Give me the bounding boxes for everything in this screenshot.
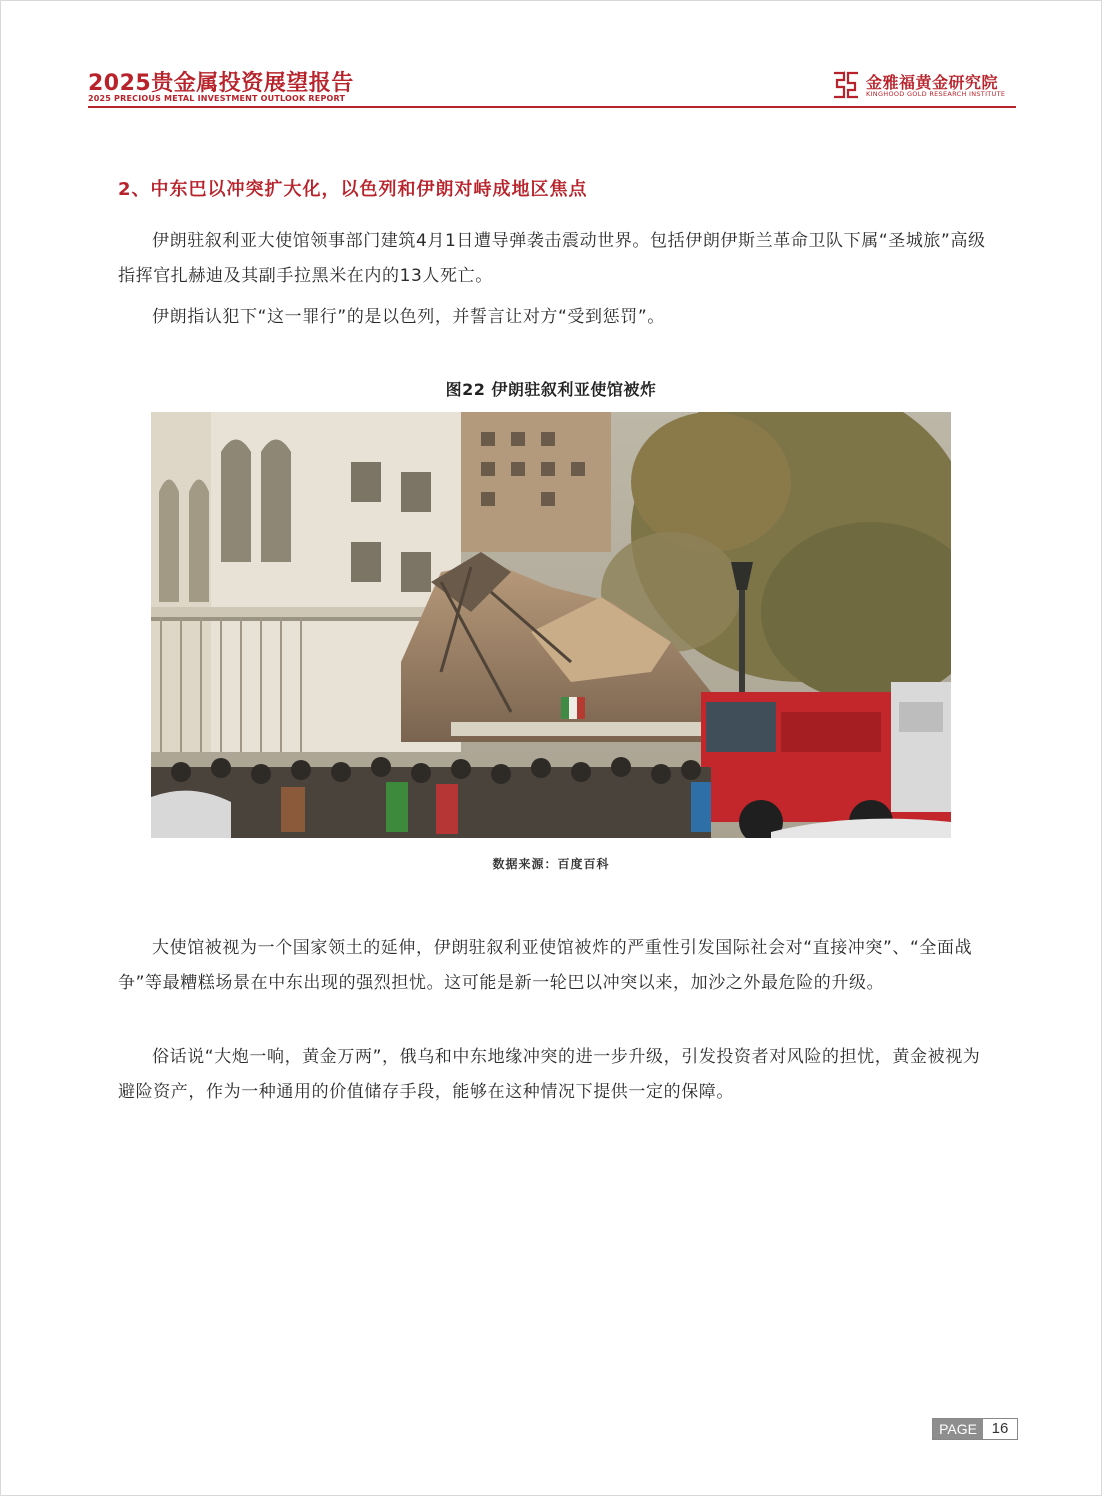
paragraph-2: 伊朗指认犯下“这一罪行”的是以色列，并誓言让对方“受到惩罚”。: [152, 307, 665, 327]
page-label: PAGE: [933, 1419, 983, 1439]
figure-source: 数据来源：百度百科: [492, 857, 610, 871]
paragraph-4: 俗话说“大炮一响，黄金万两”，俄乌和中东地缘冲突的进一步升级，引发投资者对风险的担忧，黄金被视为避险资产，作为一种通用的价值储存手段，能够在这种情况下提供一定的保障。: [118, 1047, 981, 1102]
report-title: 2025贵金属投资展望报告: [88, 71, 354, 96]
paragraph-1: 伊朗驻叙利亚大使馆领事部门建筑4月1日遭导弹袭击震动世界。包括伊朗伊斯兰革命卫队下属“圣城旅”高级指挥官扎赫迪及其副手拉黑米在内的13人死亡。: [118, 231, 986, 286]
report-subtitle: 2025 PRECIOUS METAL INVESTMENT OUTLOOK REPORT: [88, 94, 346, 103]
page-number: 16: [983, 1419, 1017, 1439]
institute-name: 金雅福黄金研究院: [866, 73, 999, 92]
header-divider: [88, 106, 1016, 108]
section-heading: 2、中东巴以冲突扩大化，以色列和伊朗对峙成地区焦点: [118, 179, 588, 200]
institute-logo-icon: [832, 70, 860, 100]
embassy-attack-photo: [151, 412, 951, 838]
institute-name-en: KINGHOOD GOLD RESEARCH INSTITUTE: [866, 90, 1006, 98]
paragraph-3: 大使馆被视为一个国家领土的延伸，伊朗驻叙利亚使馆被炸的严重性引发国际社会对“直接冲突”、“全面战争”等最糟糕场景在中东出现的强烈担忧。这可能是新一轮巴以冲突以来，加沙之外最危险的升级。: [118, 938, 973, 993]
page-indicator: [932, 1418, 1018, 1440]
figure-caption: 图22 伊朗驻叙利亚使馆被炸: [445, 380, 657, 399]
